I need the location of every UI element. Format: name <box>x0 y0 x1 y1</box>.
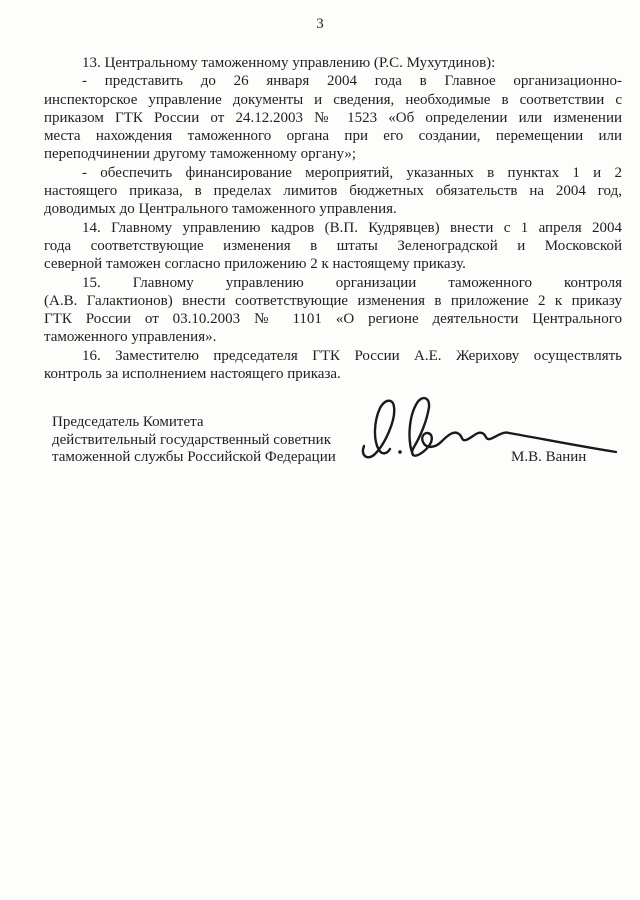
order-line: доводимых до Центрального таможенного управления. <box>44 201 397 218</box>
order-line: 13. Центральному таможенному управлению (Р.С. Мухутдинов): <box>82 55 496 71</box>
signer-title-line: действительный государственный советник <box>52 431 332 448</box>
order-line: места нахождения таможенного органа при его создании, перемещении или <box>44 128 622 145</box>
order-line: настоящего приказа, в пределах лимитов бюджетных обязательств на 2004 год, <box>44 183 622 200</box>
order-line: 16. Заместителю председателя ГТК России А.Е. Жерихову осуществлять <box>82 347 622 364</box>
order-line: таможенного управления». <box>44 329 217 346</box>
order-line: переподчинении другому таможенному органу»; <box>44 146 357 163</box>
order-line: приказом ГТК России от 24.12.2003 № 1523 «Об определении или изменении <box>44 109 622 126</box>
order-line: года соответствующие изменения в штаты Зеленоградской и Московской <box>44 237 622 254</box>
signer-title-line: Председатель Комитета <box>52 414 204 430</box>
order-line: (А.В. Галактионов) внести соответствующие изменения в приложение 2 к приказу <box>44 292 622 309</box>
page-number: 3 <box>316 16 324 32</box>
signer-name: М.В. Ванин <box>511 449 587 465</box>
order-body <box>44 54 622 383</box>
order-line: северной таможен согласно приложению 2 к настоящему приказу. <box>44 256 466 273</box>
order-line: - представить до 26 января 2004 года в Главное организационно- <box>82 73 622 90</box>
order-line: - обеспечить финансирование мероприятий, указанных в пунктах 1 и 2 <box>82 164 622 181</box>
order-line: ГТК России от 03.10.2003 № 1101 «О регионе деятельности Центрального <box>44 311 622 328</box>
order-line: инспекторское управление документы и сведения, необходимые в соответствии с <box>44 91 622 108</box>
signature-block <box>52 414 382 467</box>
order-line: 15. Главному управлению организации таможенного контроля <box>82 274 622 291</box>
signer-title-line: таможенной службы Российской Федерации <box>52 449 336 466</box>
order-line: контроль за исполнением настоящего приказа. <box>44 366 341 383</box>
order-line: 14. Главному управлению кадров (В.П. Кудрявцев) внести с 1 апреля 2004 <box>82 219 622 236</box>
